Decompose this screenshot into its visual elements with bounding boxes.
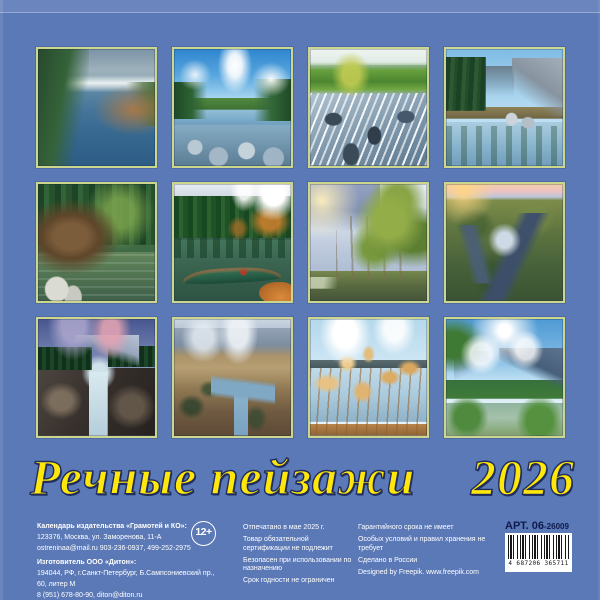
photo-alpine-river [444,47,565,168]
printing-line: Безопасен при использовании по назначению [243,556,352,572]
manufacturer-heading: Изготовитель ООО «Дитон»: [37,559,137,566]
publisher-contacts: ostreninaa@mail.ru 903-236-0937, 499-252-2975 [37,545,191,552]
photo-grid [36,47,565,438]
age-rating-badge: 12+ [191,521,216,546]
publisher-info-block [37,521,215,600]
warranty-line: Гарантийного срока не имеет [358,524,454,531]
photo-canyon-falls [36,317,157,438]
photo-rocky-shore-river [172,47,293,168]
article-number [500,516,574,534]
photo-misty-river-aerial [36,47,157,168]
photo-sunlit-stream [308,182,429,303]
warranty-line: Сделано в России [358,556,418,564]
barcode-digits: 4 687206 365711 [508,560,569,567]
calendar-title: Речные пейзажи [30,449,416,505]
warranty-info-block [358,524,490,581]
manufacturer-address: 194044, РФ, г.Санкт-Петербург, Б.Сампсониевский пр., 60, литер М [37,570,215,588]
barcode-bars [508,535,569,559]
sheet-left-edge [0,0,3,600]
title-row [30,449,575,505]
printing-line: Товар обязательной сертификации не подлежит [243,536,333,552]
printing-info-block [243,524,353,589]
barcode [505,533,572,572]
photo-sunset-river-aerial [444,182,565,303]
warranty-line: Designed by Freepik. www.freepik.com [358,568,479,576]
warranty-line: Особых условий и правил хранения не требует [358,536,486,552]
printing-line: Срок годности не ограничен [243,577,335,584]
publisher-address: 123376, Москва, ул. Заморенова, 11-А [37,534,162,541]
photo-canoe-lake [172,182,293,303]
sheet-top-edge [0,0,600,13]
photo-forest-cliff-river [36,182,157,303]
article-code: -26009 [544,522,569,531]
manufacturer-contacts: 8 (951) 678-80-90, diton@diton.ru [37,592,143,599]
printing-line: Отпечатано в мае 2025 г. [243,524,325,531]
photo-forest-rapids [308,47,429,168]
article-label: АРТ. 06 [505,520,545,532]
photo-valley-meadow-river [444,317,565,438]
calendar-year: 2026 [471,449,575,505]
photo-lake-reeds [308,317,429,438]
publisher-heading: Календарь издательства «Грамотей и КО»: [37,523,187,530]
photo-mountain-canyon-river [172,317,293,438]
